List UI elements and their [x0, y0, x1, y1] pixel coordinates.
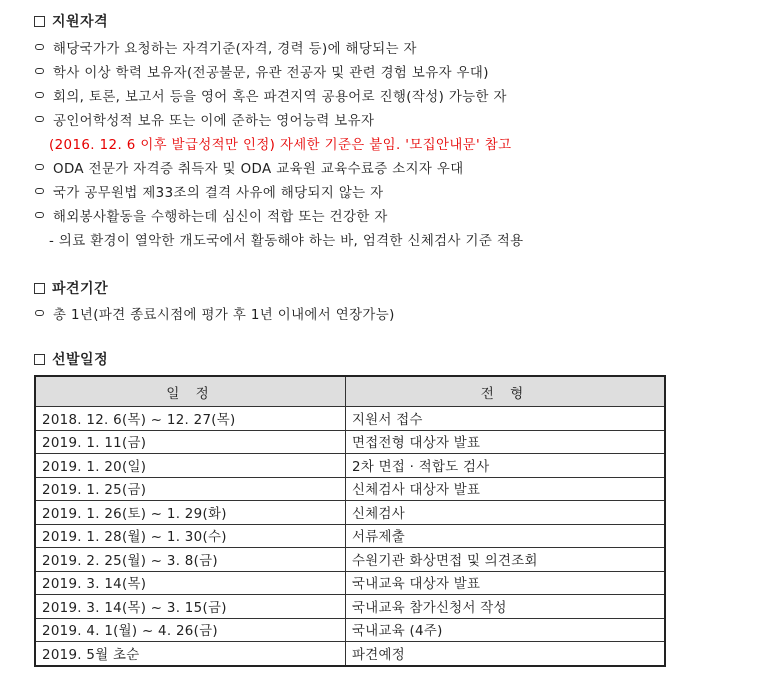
date-cell: 2019. 5월 초순 — [35, 642, 346, 666]
date-cell: 2019. 4. 1(월) ~ 4. 26(금) — [35, 618, 346, 642]
list-item — [34, 303, 395, 323]
stage-cell: 수원기관 화상면접 및 의견조회 — [346, 548, 666, 572]
schedule-heading — [34, 349, 108, 369]
table-row — [35, 618, 665, 642]
list-item — [34, 157, 464, 177]
date-cell: 2019. 1. 11(금) — [35, 430, 346, 454]
list-item-text: 공인어학성적 보유 또는 이에 준하는 영어능력 보유자 — [53, 113, 375, 129]
schedule-table — [34, 375, 666, 667]
table-row — [35, 571, 665, 595]
list-item — [34, 205, 388, 225]
date-cell: 2019. 1. 28(월) ~ 1. 30(수) — [35, 524, 346, 548]
period-title: 파견기간 — [52, 281, 109, 297]
stage-cell: 국내교육 참가신청서 작성 — [346, 595, 666, 619]
stage-cell: 신체검사 — [346, 501, 666, 525]
stage-cell: 2차 면접 · 적합도 검사 — [346, 454, 666, 478]
list-item — [34, 85, 507, 105]
list-item — [34, 109, 374, 129]
table-row — [35, 524, 665, 548]
stage-cell: 국내교육 대상자 발표 — [346, 571, 666, 595]
table-header-row — [35, 376, 665, 407]
bullet-icon — [35, 164, 44, 170]
table-row — [35, 430, 665, 454]
table-row — [35, 548, 665, 572]
bullet-icon — [35, 92, 44, 98]
checkbox-square-icon — [34, 16, 45, 27]
stage-cell: 면접전형 대상자 발표 — [346, 430, 666, 454]
bullet-icon — [35, 310, 44, 316]
list-item-text: 학사 이상 학력 보유자(전공불문, 유관 전공자 및 관련 경험 보유자 우대) — [53, 65, 489, 81]
list-item-text: 회의, 토론, 보고서 등을 영어 혹은 파견지역 공용어로 진행(작성) 가능한 자 — [53, 89, 507, 105]
stage-cell: 신체검사 대상자 발표 — [346, 477, 666, 501]
list-item — [34, 181, 383, 201]
qualification-title: 지원자격 — [52, 14, 109, 30]
list-item-text: 총 1년(파견 종료시점에 평가 후 1년 이내에서 연장가능) — [53, 307, 395, 323]
date-cell: 2019. 3. 14(목) — [35, 571, 346, 595]
qualification-heading — [34, 11, 108, 31]
date-cell: 2019. 1. 25(금) — [35, 477, 346, 501]
score-note: (2016. 12. 6 이후 발급성적만 인정) 자세한 기준은 붙임. '모집안내문' 참고 — [49, 137, 512, 153]
table-row — [35, 454, 665, 478]
date-cell: 2019. 1. 26(토) ~ 1. 29(화) — [35, 501, 346, 525]
bullet-icon — [35, 116, 44, 122]
date-cell: 2019. 1. 20(일) — [35, 454, 346, 478]
medical-note: - 의료 환경이 열악한 개도국에서 활동해야 하는 바, 엄격한 신체검사 기준 적용 — [49, 233, 524, 249]
list-item — [34, 37, 417, 57]
schedule-title: 선발일정 — [52, 352, 109, 368]
table-row — [35, 407, 665, 431]
bullet-icon — [35, 44, 44, 50]
period-heading — [34, 278, 108, 298]
checkbox-square-icon — [34, 283, 45, 294]
list-item — [34, 61, 489, 81]
stage-cell: 국내교육 (4주) — [346, 618, 666, 642]
stage-cell: 서류제출 — [346, 524, 666, 548]
table-row — [35, 642, 665, 666]
column-header-date: 일 정 — [35, 376, 346, 407]
table-row — [35, 501, 665, 525]
list-item-text: ODA 전문가 자격증 취득자 및 ODA 교육원 교육수료증 소지자 우대 — [53, 161, 464, 177]
table-row — [35, 595, 665, 619]
list-item-text: 해외봉사활동을 수행하는데 심신이 적합 또는 건강한 자 — [53, 209, 388, 225]
list-item-text: 국가 공무원법 제33조의 결격 사유에 해당되지 않는 자 — [53, 185, 384, 201]
date-cell: 2019. 3. 14(목) ~ 3. 15(금) — [35, 595, 346, 619]
date-cell: 2018. 12. 6(목) ~ 12. 27(목) — [35, 407, 346, 431]
checkbox-square-icon — [34, 354, 45, 365]
bullet-icon — [35, 212, 44, 218]
table-row — [35, 477, 665, 501]
stage-cell: 파견예정 — [346, 642, 666, 666]
stage-cell: 지원서 접수 — [346, 407, 666, 431]
bullet-icon — [35, 188, 44, 194]
date-cell: 2019. 2. 25(월) ~ 3. 8(금) — [35, 548, 346, 572]
list-item-text: 해당국가가 요청하는 자격기준(자격, 경력 등)에 해당되는 자 — [53, 41, 417, 57]
column-header-stage: 전 형 — [346, 376, 666, 407]
bullet-icon — [35, 68, 44, 74]
